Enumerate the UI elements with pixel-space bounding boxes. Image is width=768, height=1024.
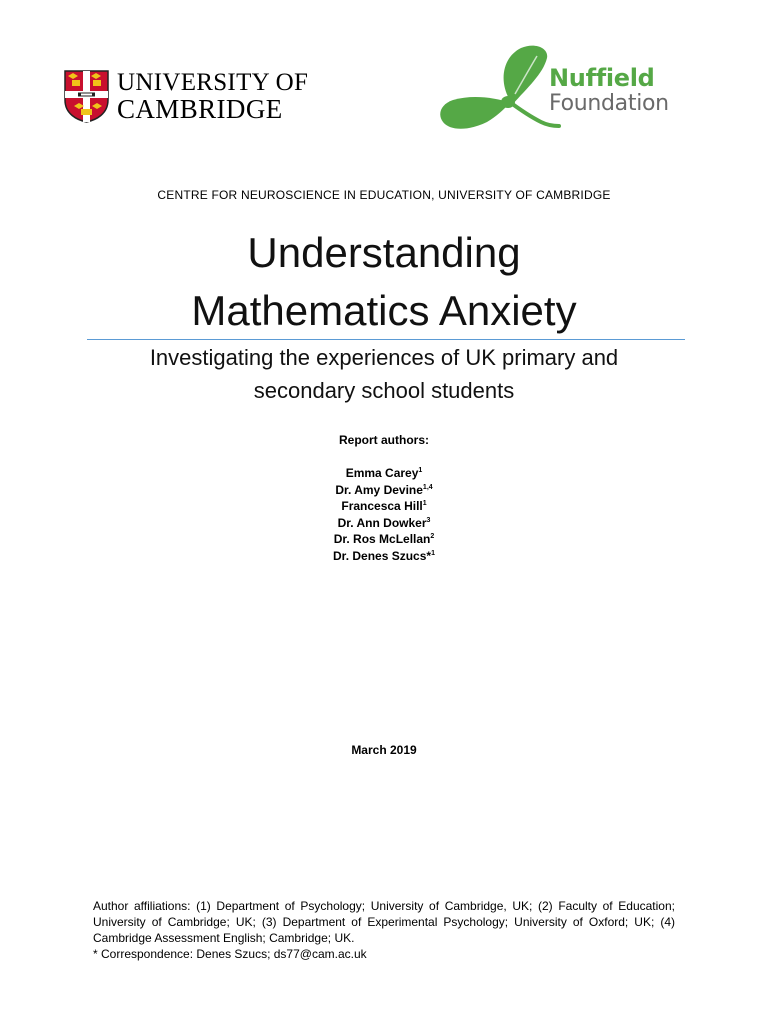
report-title [0,224,768,340]
correspondence-note: * Correspondence: Denes Szucs; ds77@cam.ac.uk [93,947,367,961]
author-row [0,465,768,482]
nuffield-logo-line2: Foundation [549,91,669,116]
authors-list [0,465,768,564]
university-of-cambridge-logo [64,70,308,123]
report-title-line2: Mathematics Anxiety [191,287,577,334]
nuffield-logo-line1: Nuffield [549,64,655,92]
nuffield-foundation-logo [437,44,697,136]
cambridge-crest-icon [64,70,109,123]
report-subtitle-line2: secondary school students [253,378,515,403]
report-date: March 2019 [351,743,417,757]
report-title-line1: Understanding [247,229,521,276]
cambridge-logo-line1: UNIVERSITY OF [117,69,309,96]
author-affiliation-marker: 1 [422,500,427,507]
author-row [0,548,768,565]
author-name: Dr. Ann Dowker [337,515,427,530]
author-row [0,531,768,548]
author-affiliation-marker: 2 [430,533,435,540]
centre-heading: CENTRE FOR NEUROSCIENCE IN EDUCATION, UNIVERSITY OF CAMBRIDGE [157,188,611,202]
authors-heading: Report authors: [339,433,429,447]
author-row [0,498,768,515]
author-name: Francesca Hill [341,499,423,513]
cambridge-logo-line2: CAMBRIDGE [117,94,283,124]
author-affiliation-marker: 1,4 [422,483,433,491]
author-name: Emma Carey [345,466,419,480]
author-affiliations: Author affiliations: (1) Department of Psychology; University of Cambridge, UK; (2) Faculty of Education; University of Cambridge; UK; (3) Department of Experimental Psychology; University of Oxford; UK; (4) Cambridge Assessment English; Cambridge; UK. [93,899,675,945]
report-subtitle-line1: Investigating the experiences of UK primary and [149,345,619,370]
author-affiliation-marker: 1 [418,467,423,474]
author-name: Dr. Ros McLellan [333,532,431,546]
author-affiliation-marker: 1 [431,549,435,557]
author-name: Dr. Denes Szucs* [333,548,432,563]
author-name: Dr. Amy Devine [335,482,423,497]
author-affiliation-marker: 3 [426,516,431,524]
author-row [0,515,768,532]
sycamore-seed-icon [437,44,567,136]
report-subtitle [0,341,768,407]
author-row [0,482,768,499]
title-divider [87,339,685,340]
